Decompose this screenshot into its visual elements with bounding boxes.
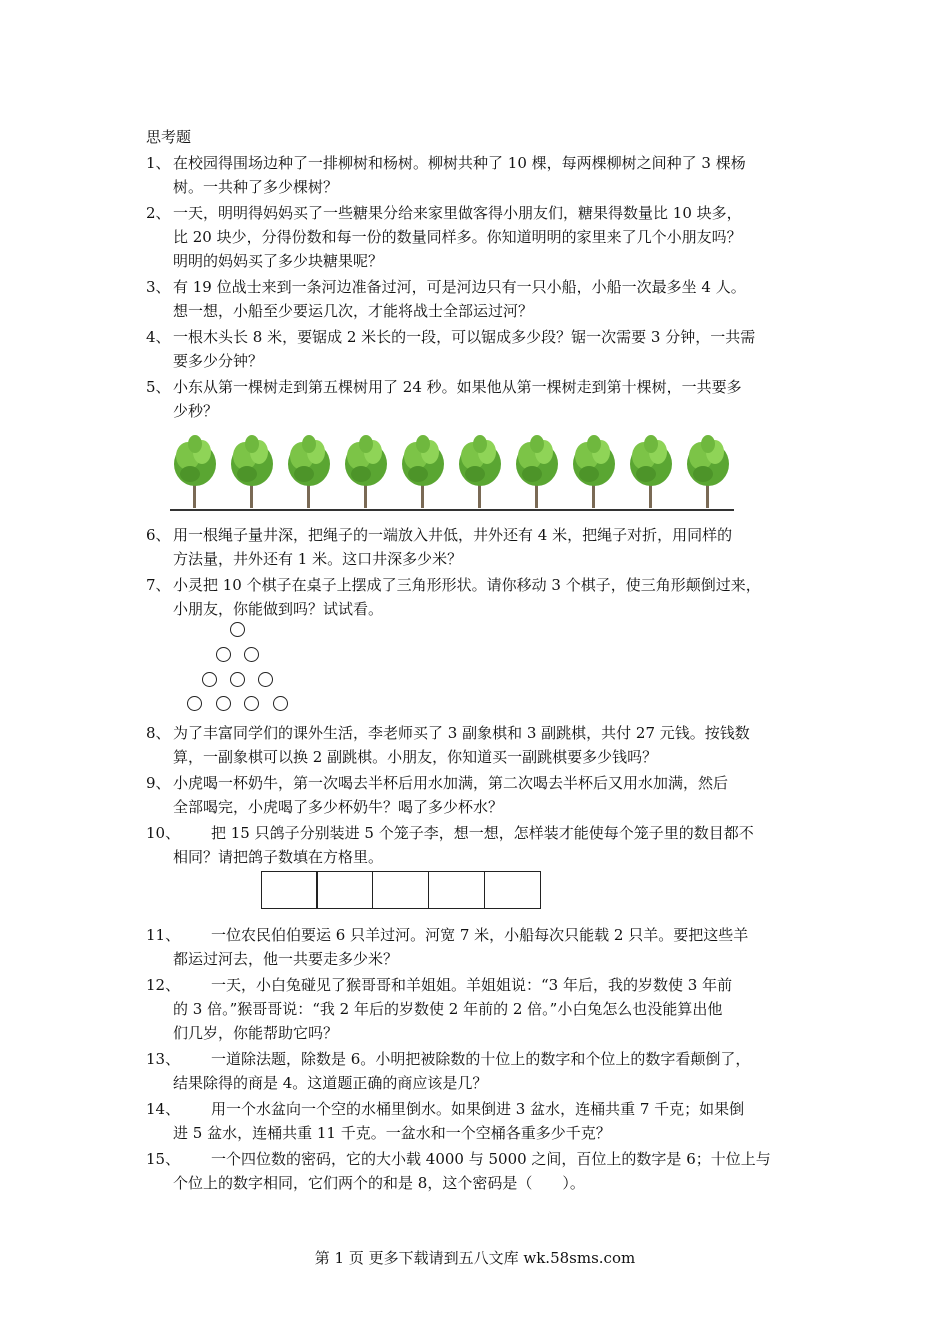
- chess-piece: [230, 672, 245, 687]
- question-line: 明明的妈妈买了多少块糖果呢？: [173, 252, 384, 270]
- question-12: [146, 973, 811, 1045]
- question-number: 14、: [146, 1100, 181, 1118]
- question-number: 4、: [146, 328, 171, 346]
- question-line: 个位上的数字相同，它们两个的和是 8，这个密码是（ ）。: [173, 1174, 585, 1192]
- question-13: [146, 1047, 811, 1095]
- question-line: 相同？请把鸽子数填在方格里。: [173, 848, 384, 866]
- question-line: 算，一副象棋可以换 2 副跳棋。小朋友，你知道买一副跳棋要多少钱吗？: [173, 748, 658, 766]
- question-line: 结果除得的商是 4。这道题正确的商应该是几？: [173, 1074, 488, 1092]
- question-line: 用一个水盆向一个空的水桶里倒水。如果倒进 3 盆水，连桶共重 7 千克；如果倒: [211, 1100, 745, 1118]
- question-number: 1、: [146, 154, 171, 172]
- chess-piece: [230, 622, 245, 637]
- question-3: [146, 275, 811, 323]
- question-number: 3、: [146, 278, 171, 296]
- question-line: 有 19 位战士来到一条河边准备过河，可是河边只有一只小船，小船一次最多坐 4 人。: [173, 278, 746, 296]
- question-line: 少秒？: [173, 402, 219, 420]
- tree-row-illustration: [170, 430, 734, 514]
- question-line: 们几岁，你能帮助它吗？: [173, 1024, 339, 1042]
- question-5: [146, 375, 811, 423]
- question-number: 9、: [146, 774, 171, 792]
- answer-boxes: [262, 871, 541, 909]
- question-line: 把 15 只鸽子分别装进 5 个笼子李，想一想，怎样装才能使每个笼子里的数目都不: [211, 824, 754, 842]
- tree-icon: [626, 430, 676, 510]
- question-number: 2、: [146, 204, 171, 222]
- answer-box[interactable]: [484, 871, 541, 909]
- question-line: 方法量，井外还有 1 米。这口井深多少米？: [173, 550, 463, 568]
- question-line: 进 5 盆水，连桶共重 11 千克。一盆水和一个空桶各重多少千克？: [173, 1124, 611, 1142]
- question-line: 想一想，小船至少要运几次，才能将战士全部运过河？: [173, 302, 534, 320]
- question-line: 比 20 块少，分得份数和每一份的数量同样多。你知道明明的家里来了几个小朋友吗？: [173, 228, 742, 246]
- tree-icon: [227, 430, 277, 510]
- answer-box[interactable]: [316, 871, 373, 909]
- chess-piece: [187, 696, 202, 711]
- chess-piece: [273, 696, 288, 711]
- question-10: [146, 821, 811, 869]
- tree-icon: [284, 430, 334, 510]
- tree-icon: [512, 430, 562, 510]
- question-14: [146, 1097, 811, 1145]
- chess-piece: [202, 672, 217, 687]
- chess-piece: [244, 647, 259, 662]
- question-line: 要多少分钟？: [173, 352, 264, 370]
- question-1: [146, 151, 811, 199]
- question-line: 一天，小白兔碰见了猴哥哥和羊姐姐。羊姐姐说：“3 年后，我的岁数使 3 年前: [211, 976, 733, 994]
- question-number: 10、: [146, 824, 181, 842]
- question-15: [146, 1147, 811, 1195]
- tree-icon: [569, 430, 619, 510]
- question-line: 小东从第一棵树走到第五棵树用了 24 秒。如果他从第一棵树走到第十棵树，一共要多: [173, 378, 742, 396]
- question-line: 树。一共种了多少棵树？: [173, 178, 339, 196]
- chess-piece: [216, 696, 231, 711]
- question-7: [146, 573, 811, 621]
- question-line: 一位农民伯伯要运 6 只羊过河。河宽 7 米，小船每次只能载 2 只羊。要把这些羊: [211, 926, 749, 944]
- question-line: 全部喝完，小虎喝了多少杯奶牛？喝了多少杯水？: [173, 798, 504, 816]
- question-number: 7、: [146, 576, 171, 594]
- question-line: 一天，明明得妈妈买了一些糖果分给来家里做客得小朋友们，糖果得数量比 10 块多，: [173, 204, 742, 222]
- tree-icon: [455, 430, 505, 510]
- tree-icon: [170, 430, 220, 510]
- question-line: 一道除法题，除数是 6。小明把被除数的十位上的数字和个位上的数字看颠倒了，: [211, 1050, 751, 1068]
- chess-piece: [216, 647, 231, 662]
- question-number: 15、: [146, 1150, 181, 1168]
- answer-box[interactable]: [428, 871, 485, 909]
- question-number: 11、: [146, 926, 181, 944]
- question-8: [146, 721, 811, 769]
- chess-piece: [258, 672, 273, 687]
- question-line: 的 3 倍。”猴哥哥说：“我 2 年后的岁数使 2 年前的 2 倍。”小白兔怎么也没能算出他: [173, 1000, 723, 1018]
- chess-piece: [244, 696, 259, 711]
- question-line: 一根木头长 8 米，要锯成 2 米长的一段，可以锯成多少段？锯一次需要 3 分钟，一共需: [173, 328, 756, 346]
- question-line: 用一根绳子量井深，把绳子的一端放入井低，井外还有 4 米，把绳子对折，用同样的: [173, 526, 733, 544]
- question-number: 12、: [146, 976, 181, 994]
- tree-icon: [341, 430, 391, 510]
- page-title: 思考题: [146, 128, 192, 146]
- question-line: 在校园得围场边种了一排柳树和杨树。柳树共种了 10 棵，每两棵柳树之间种了 3 棵杨: [173, 154, 746, 172]
- tree-icon: [683, 430, 733, 510]
- question-line: 为了丰富同学们的课外生活，李老师买了 3 副象棋和 3 副跳棋，共付 27 元钱。按钱数: [173, 724, 750, 742]
- question-line: 小虎喝一杯奶牛，第一次喝去半杯后用水加满，第二次喝去半杯后又用水加满，然后: [173, 774, 729, 792]
- tree-icon: [398, 430, 448, 510]
- question-number: 6、: [146, 526, 171, 544]
- question-number: 13、: [146, 1050, 181, 1068]
- question-11: [146, 923, 811, 971]
- chess-triangle-illustration: [180, 620, 300, 715]
- page-footer: 第 1 页 更多下载请到五八文库 wk.58sms.com: [314, 1249, 636, 1267]
- question-4: [146, 325, 811, 373]
- question-2: [146, 201, 811, 273]
- question-9: [146, 771, 811, 819]
- ground-line: [170, 509, 734, 511]
- question-number: 5、: [146, 378, 171, 396]
- question-6: [146, 523, 811, 571]
- question-line: 一个四位数的密码，它的大小载 4000 与 5000 之间，百位上的数字是 6；十位上与: [211, 1150, 771, 1168]
- question-number: 8、: [146, 724, 171, 742]
- question-line: 都运过河去，他一共要走多少米？: [173, 950, 399, 968]
- question-line: 小灵把 10 个棋子在桌子上摆成了三角形形状。请你移动 3 个棋子，使三角形颠倒过来，: [173, 576, 761, 594]
- question-line: 小朋友，你能做到吗？试试看。: [173, 600, 384, 618]
- answer-box[interactable]: [261, 871, 318, 909]
- answer-box[interactable]: [372, 871, 429, 909]
